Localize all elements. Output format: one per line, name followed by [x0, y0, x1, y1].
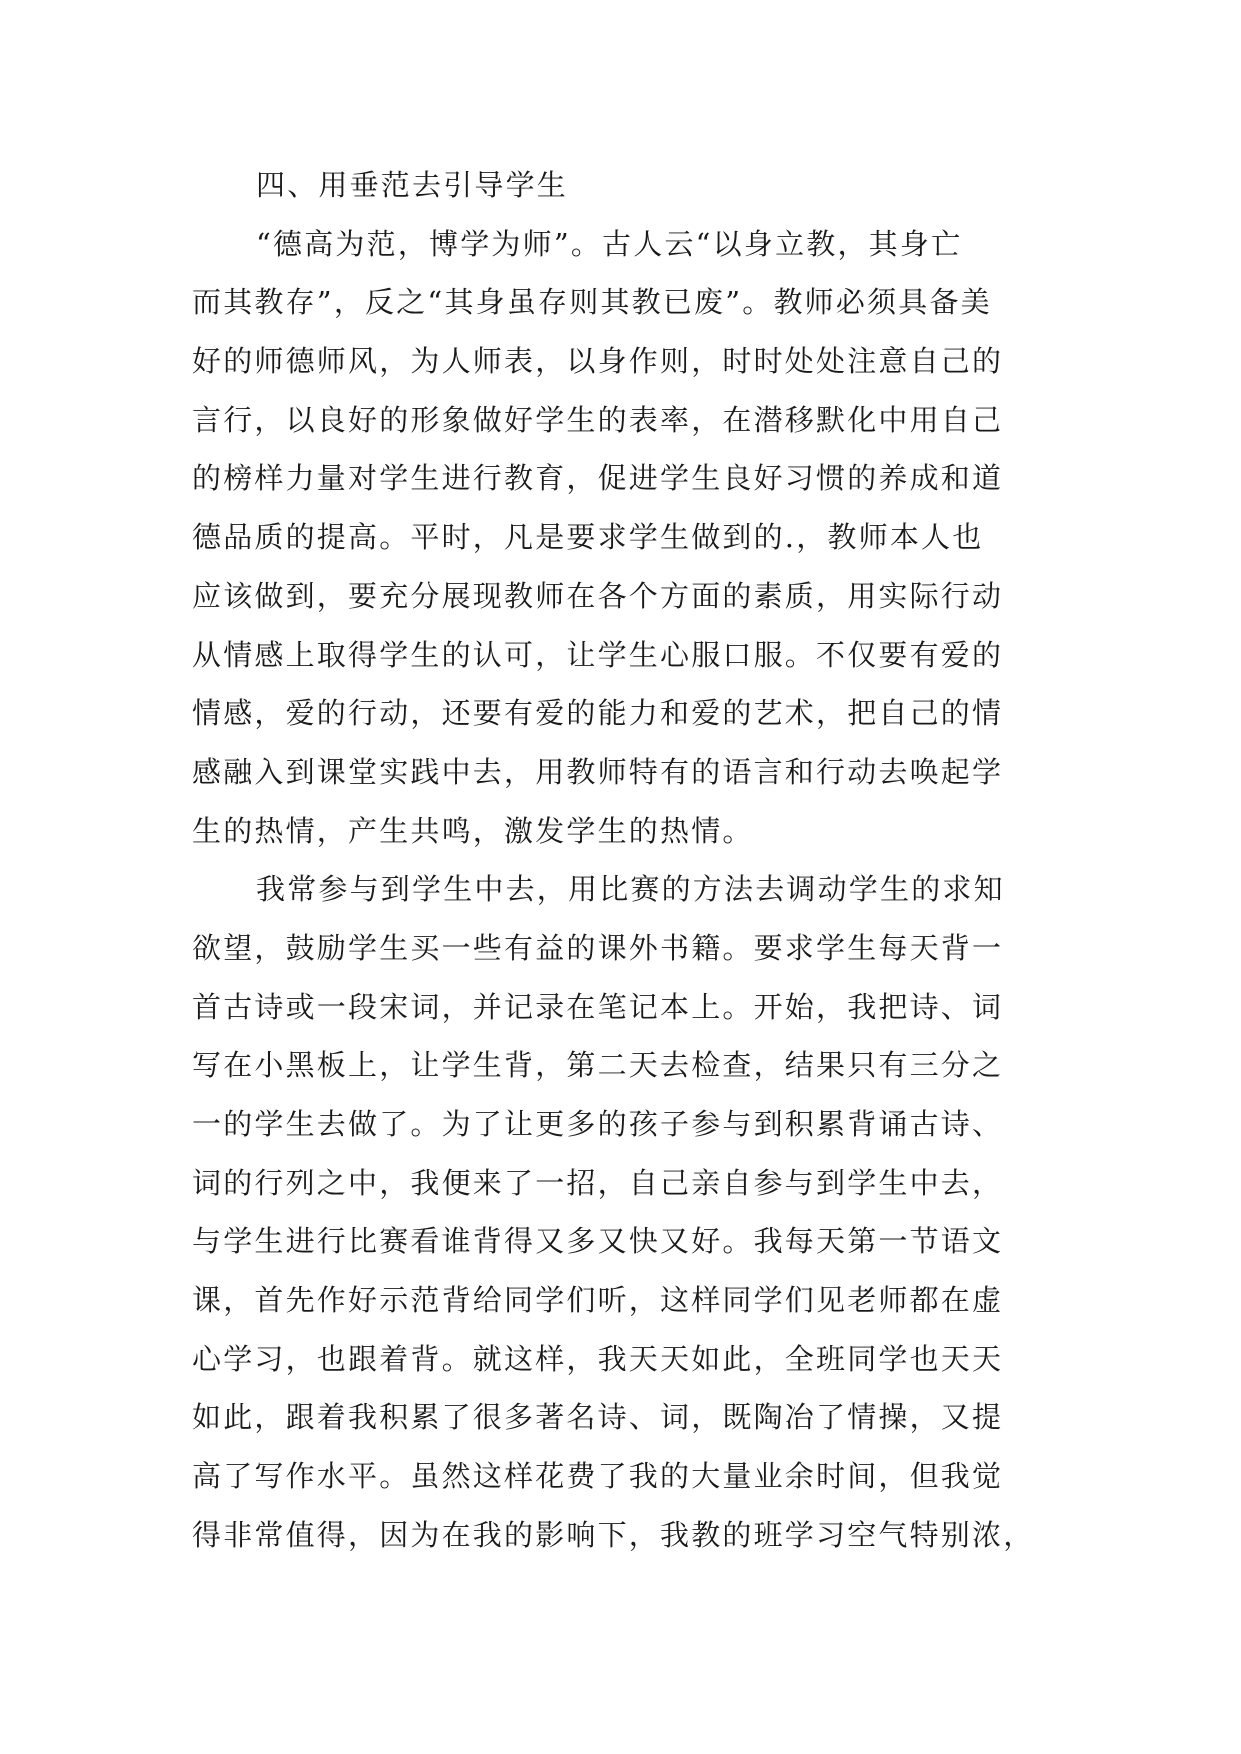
paragraph-line: 德品质的提高。平时，凡是要求学生做到的.，教师本人也: [192, 520, 984, 555]
paragraph-line: 从情感上取得学生的认可，让学生心服口服。不仅要有爱的: [192, 637, 1004, 672]
paragraph-line: 好的师德师风，为人师表，以身作则，时时处处注意自己的: [192, 344, 1004, 379]
document-body: [192, 156, 1070, 1565]
paragraph-line: 感融入到课堂实践中去，用教师特有的语言和行动去唤起学: [192, 754, 1004, 789]
paragraph-line: 课，首先作好示范背给同学们听，这样同学们见老师都在虚: [192, 1283, 1004, 1318]
paragraph-line: 得非常值得，因为在我的影响下，我教的班学习空气特别浓，: [192, 1517, 1035, 1552]
paragraph-line: 写在小黑板上，让学生背，第二天去检查，结果只有三分之: [192, 1048, 1004, 1083]
paragraph-2: [192, 860, 1070, 1564]
paragraph-line: 词的行列之中，我便来了一招，自己亲自参与到学生中去，: [192, 1165, 1004, 1200]
paragraph-line: 而其教存”，反之“其身虽存则其教已废”。教师必须具备美: [192, 285, 992, 320]
paragraph-line: 高了写作水平。虽然这样花费了我的大量业余时间，但我觉: [192, 1459, 1004, 1494]
paragraph-line: 一的学生去做了。为了让更多的孩子参与到积累背诵古诗、: [192, 1107, 1004, 1141]
paragraph-line: 与学生进行比赛看谁背得又多又快又好。我每天第一节语文: [192, 1224, 1004, 1259]
paragraph-line: 首古诗或一段宋词，并记录在笔记本上。开始，我把诗、词: [192, 989, 1004, 1024]
paragraph-line: 应该做到，要充分展现教师在各个方面的素质，用实际行动: [192, 578, 1004, 613]
paragraph-line: 言行，以良好的形象做好学生的表率，在潜移默化中用自己: [192, 402, 1004, 437]
section-heading: 四、用垂范去引导学生: [256, 168, 569, 202]
paragraph-line: 情感，爱的行动，还要有爱的能力和爱的艺术，把自己的情: [192, 696, 1004, 731]
paragraph-line: 如此，跟着我积累了很多著名诗、词，既陶冶了情操，又提: [192, 1400, 1004, 1435]
paragraph-1: [192, 215, 1070, 861]
paragraph-line: 的榜样力量对学生进行教育，促进学生良好习惯的养成和道: [192, 461, 1004, 496]
paragraph-line: 我常参与到学生中去，用比赛的方法去调动学生的求知: [256, 872, 1005, 907]
paragraph-line: 生的热情，产生共鸣，激发学生的热情。: [192, 813, 754, 848]
paragraph-line: 欲望，鼓励学生买一些有益的课外书籍。要求学生每天背一: [192, 930, 1004, 965]
paragraph-line: “德高为范，博学为师”。古人云“以身立教，其身亡: [256, 226, 963, 261]
paragraph-line: 心学习，也跟着背。就这样，我天天如此，全班同学也天天: [192, 1341, 1004, 1376]
